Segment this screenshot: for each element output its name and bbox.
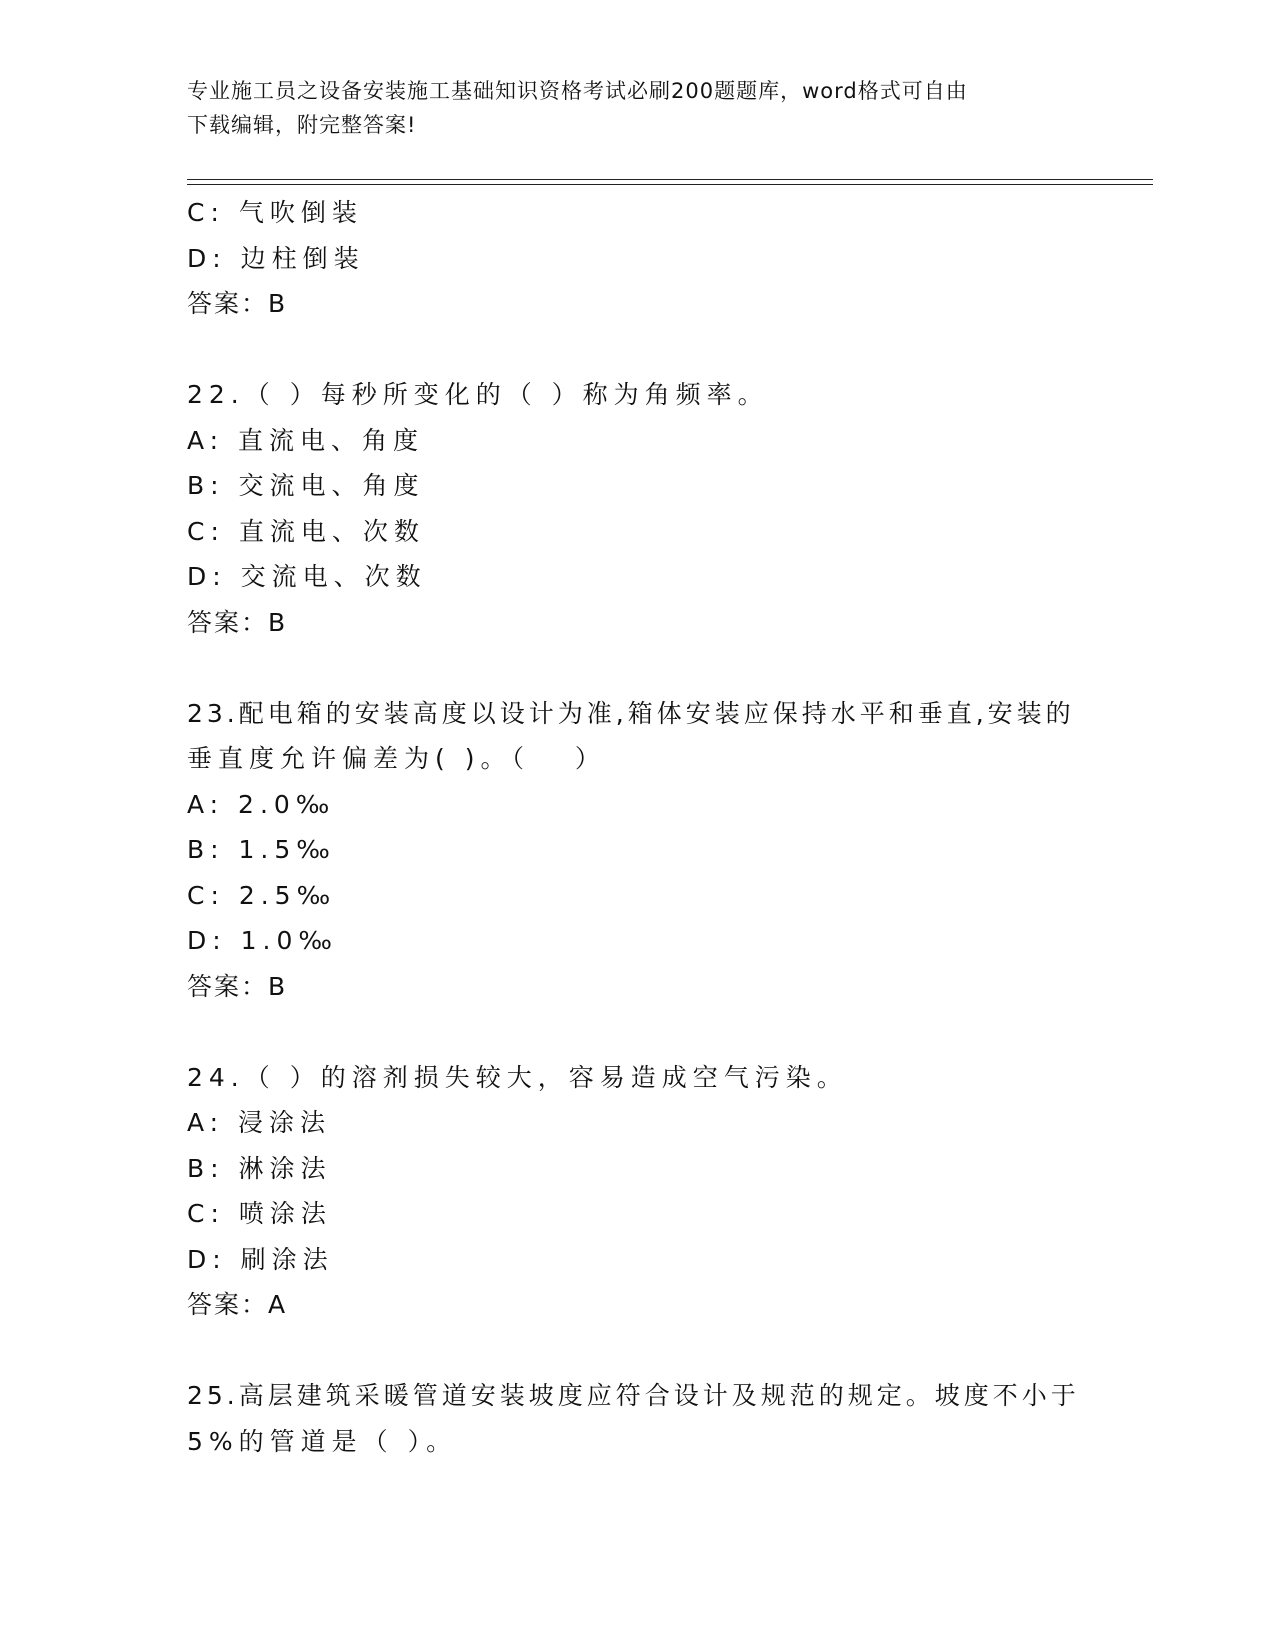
header-divider-bottom	[187, 184, 1153, 185]
spacer	[187, 1328, 1087, 1374]
question-stem-line-1: 25.高层建筑采暖管道安装坡度应符合设计及规范的规定。坡度不小于	[187, 1381, 1080, 1410]
spacer	[187, 1009, 1087, 1055]
document-header	[187, 74, 1067, 142]
option-d: D: 交流电、次数	[187, 562, 427, 591]
question-stem: 22.（ ）每秒所变化的（ ）称为角频率。	[187, 380, 769, 409]
question-stem: 24.（ ）的溶剂损失较大，容易造成空气污染。	[187, 1062, 848, 1092]
option-c: C: 2.5‰	[187, 880, 337, 910]
answer-line: 答案：B	[187, 607, 288, 637]
question-stem-line-2: 垂直度允许偏差为( )。（ ）	[187, 744, 606, 773]
header-divider-top	[187, 179, 1153, 180]
answer-line: 答案：B	[187, 971, 288, 1001]
option-d: D: 刷涂法	[187, 1244, 334, 1274]
option-d: D: 边柱倒装	[187, 243, 365, 273]
option-c: C: 喷涂法	[187, 1199, 332, 1228]
spacer	[187, 327, 1087, 373]
option-b: B: 交流电、角度	[187, 471, 425, 500]
question-22	[187, 372, 1087, 645]
question-stem-line-1: 23.配电箱的安装高度以设计为准,箱体安装应保持水平和垂直,安装的	[187, 698, 1075, 728]
option-b: B: 淋涂法	[187, 1153, 332, 1183]
answer-line: 答案：B	[187, 289, 288, 318]
option-c: C: 直流电、次数	[187, 516, 425, 546]
option-c: C: 气吹倒装	[187, 198, 363, 227]
option-a: A: 2.0‰	[187, 789, 336, 819]
option-a: A: 浸涂法	[187, 1108, 332, 1137]
option-a: A: 直流电、角度	[187, 425, 425, 455]
header-title-line-2: 下载编辑，附完整答案!	[187, 113, 417, 137]
answer-line: 答案：A	[187, 1290, 288, 1319]
spacer	[187, 645, 1087, 691]
question-24	[187, 1055, 1087, 1328]
question-25	[187, 1373, 1087, 1464]
question-21-tail	[187, 190, 1087, 327]
question-stem-line-2: 5%的管道是（ ）。	[187, 1426, 458, 1456]
question-list	[187, 190, 1087, 1464]
option-b: B: 1.5‰	[187, 835, 336, 864]
option-d: D: 1.0‰	[187, 926, 338, 955]
question-23	[187, 691, 1087, 1010]
header-title-line-1: 专业施工员之设备安装施工基础知识资格考试必刷200题题库，word格式可自由	[187, 79, 968, 103]
